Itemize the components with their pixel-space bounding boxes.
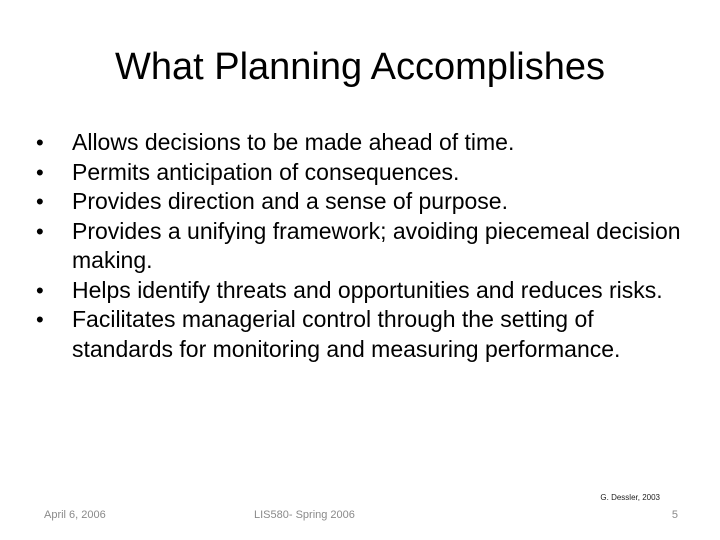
bullet-text: Provides direction and a sense of purpose. — [72, 188, 508, 214]
bullet-text: Permits anticipation of consequences. — [72, 158, 460, 185]
bullet-icon: • — [36, 277, 44, 303]
list-item — [36, 128, 686, 158]
bullet-text: Helps identify threats and opportunities and reduces risks. — [72, 276, 663, 303]
source-credit: G. Dessler, 2003 — [600, 493, 660, 502]
list-item — [36, 276, 686, 306]
footer-date: April 6, 2006 — [44, 509, 106, 521]
footer-course: LIS580- Spring 2006 — [254, 509, 355, 521]
page-number: 5 — [671, 509, 678, 521]
bullet-text: Allows decisions to be made ahead of time. — [72, 129, 515, 155]
slide-title: What Planning Accomplishes — [114, 46, 606, 88]
bullet-icon: • — [36, 307, 44, 332]
bullet-icon: • — [36, 130, 44, 155]
list-item — [36, 158, 686, 188]
bullet-text: Facilitates managerial control through the setting of standards for monitoring and measuring performance. — [72, 306, 621, 362]
bullet-text: Provides a unifying framework; avoiding piecemeal decision making. — [72, 217, 681, 273]
bullet-icon: • — [36, 189, 44, 214]
list-item — [36, 305, 686, 364]
bullet-icon: • — [36, 218, 44, 244]
bullet-icon: • — [36, 159, 44, 185]
list-item — [36, 217, 686, 276]
list-item — [36, 187, 686, 217]
bullet-list — [36, 128, 686, 364]
